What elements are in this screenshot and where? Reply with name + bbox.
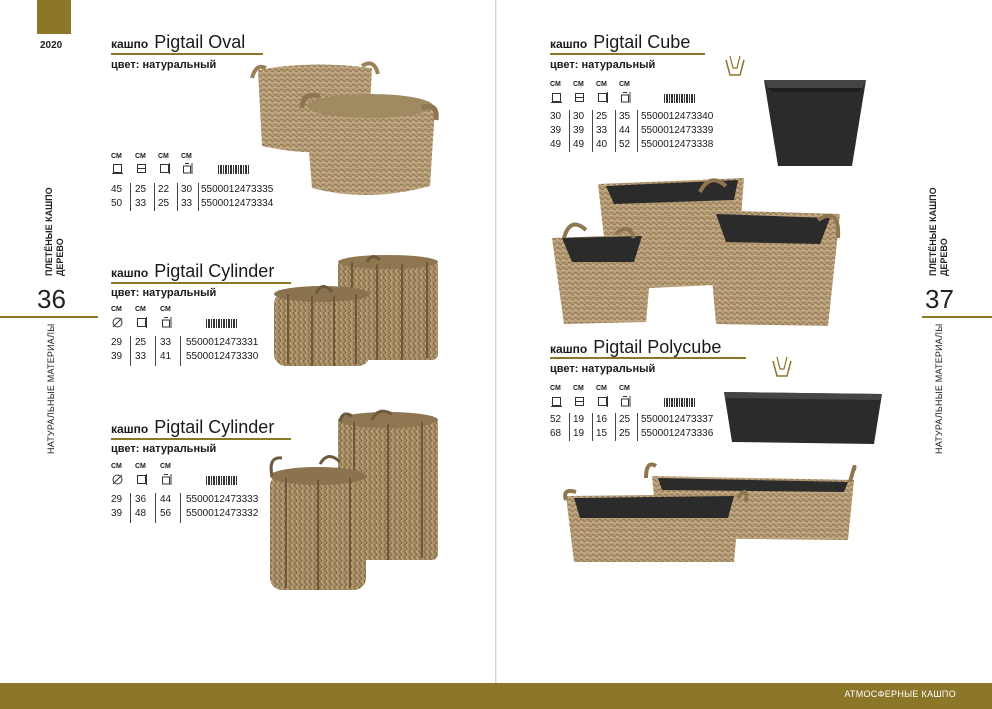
unit-label: СМ [550, 81, 561, 88]
unit-label: СМ [158, 153, 169, 160]
height-icon [597, 92, 608, 103]
unit-label: СМ [160, 463, 171, 470]
product-color-cube: цвет: натуральный [550, 59, 656, 71]
depth-icon [574, 396, 585, 407]
height-icon [136, 474, 147, 485]
unit-label: СМ [596, 81, 607, 88]
year-tab [37, 0, 71, 34]
unit-label: СМ [111, 153, 122, 160]
title-underline [550, 357, 746, 359]
planter-liner-icon [771, 355, 793, 379]
unit-label: СМ [550, 385, 561, 392]
footer-band [0, 683, 992, 709]
unit-label: СМ [619, 385, 630, 392]
product-color-cylinder-2: цвет: натуральный [111, 443, 217, 455]
product-color-polycube: цвет: натуральный [550, 363, 656, 375]
left-page-rule [0, 316, 98, 318]
unit-label: СМ [160, 306, 171, 313]
title-underline [111, 438, 291, 440]
title-underline [111, 53, 263, 55]
polycube-baskets-photo [562, 458, 860, 564]
unit-label: СМ [181, 153, 192, 160]
oval-baskets-photo [250, 58, 445, 203]
total-height-icon [620, 92, 631, 103]
product-title-polycube: кашпо Pigtail Polycube [550, 337, 722, 357]
barcode-icon [206, 476, 238, 485]
unit-label: СМ [619, 81, 630, 88]
height-icon [136, 317, 147, 328]
diameter-icon [112, 317, 123, 328]
height-icon [597, 396, 608, 407]
footer-text: АТМОСФЕРНЫЕ КАШПО [844, 689, 956, 699]
unit-label: СМ [573, 385, 584, 392]
diameter-icon [112, 474, 123, 485]
cylinder-baskets-photo-1 [272, 252, 444, 370]
unit-label: СМ [111, 306, 122, 313]
unit-label: СМ [573, 81, 584, 88]
black-liner-cube-photo [760, 72, 870, 168]
product-color-oval: цвет: натуральный [111, 59, 217, 71]
height-icon [159, 163, 170, 174]
depth-icon [574, 92, 585, 103]
right-vertical-category: ПЛЕТЁНЫЕ КАШПО ДЕРЕВО [928, 187, 949, 276]
width-icon [551, 92, 562, 103]
total-height-icon [620, 396, 631, 407]
title-underline [550, 53, 705, 55]
total-height-icon [161, 474, 172, 485]
year-label: 2020 [40, 40, 63, 51]
total-height-icon [182, 163, 193, 174]
cylinder-baskets-photo-2 [268, 406, 444, 594]
left-page-number: 36 [37, 284, 66, 314]
right-page-number: 37 [925, 284, 954, 314]
product-title-cylinder-1: кашпо Pigtail Cylinder [111, 261, 275, 281]
barcode-icon [206, 319, 238, 328]
unit-label: СМ [111, 463, 122, 470]
unit-label: СМ [135, 306, 146, 313]
barcode-icon [664, 398, 696, 407]
unit-label: СМ [135, 153, 146, 160]
page-spine [495, 0, 497, 683]
product-title-cylinder-2: кашпо Pigtail Cylinder [111, 417, 275, 437]
barcode-icon [664, 94, 696, 103]
unit-label: СМ [135, 463, 146, 470]
total-height-icon [161, 317, 172, 328]
planter-liner-icon [724, 54, 746, 78]
product-title-cube: кашпо Pigtail Cube [550, 32, 691, 52]
right-page-rule [922, 316, 992, 318]
width-icon [551, 396, 562, 407]
width-icon [112, 163, 123, 174]
right-vertical-section: НАТУРАЛЬНЫЕ МАТЕРИАЛЫ [934, 323, 944, 454]
unit-label: СМ [596, 385, 607, 392]
left-vertical-category: ПЛЕТЁНЫЕ КАШПО ДЕРЕВО [44, 187, 65, 276]
black-liner-polycube-photo [722, 388, 884, 446]
depth-icon [136, 163, 147, 174]
left-vertical-section: НАТУРАЛЬНЫЕ МАТЕРИАЛЫ [46, 323, 56, 454]
title-underline [111, 282, 291, 284]
cube-baskets-photo [550, 166, 842, 328]
barcode-icon [218, 165, 250, 174]
product-color-cylinder-1: цвет: натуральный [111, 287, 217, 299]
product-title-oval: кашпо Pigtail Oval [111, 32, 246, 52]
